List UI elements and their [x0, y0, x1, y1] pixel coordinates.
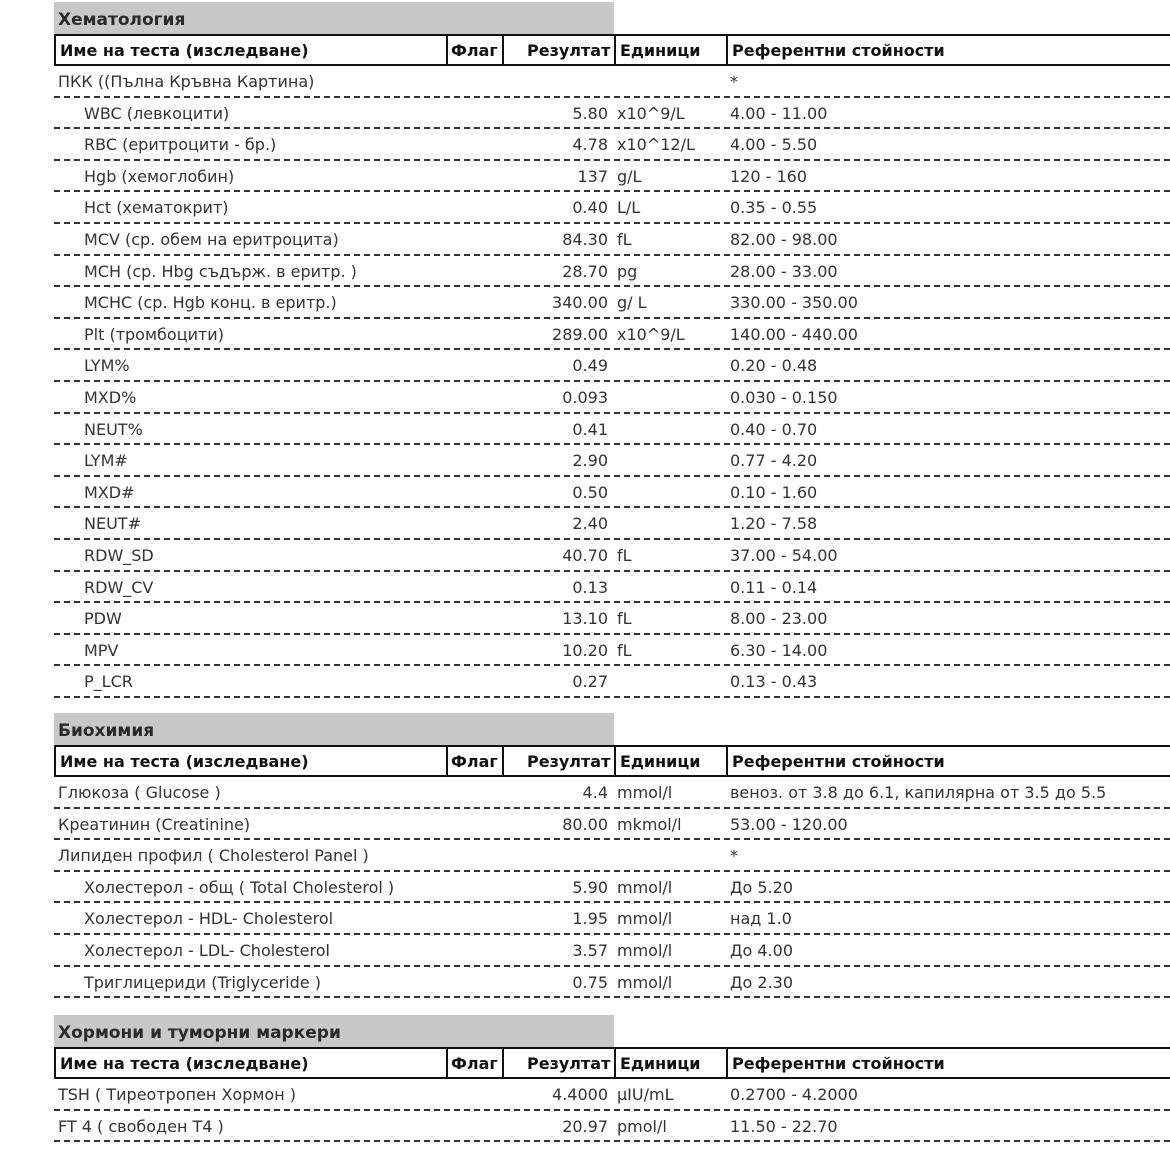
result-value: 4.78	[572, 135, 608, 155]
result-rows	[54, 66, 1170, 698]
unit-value: mmol/l	[617, 940, 673, 960]
table-header	[54, 745, 1170, 777]
divider	[726, 36, 728, 64]
result-value: 0.50	[572, 482, 608, 502]
reference-range: 11.50 - 22.70	[730, 1116, 838, 1136]
test-name: LYM%	[84, 356, 130, 376]
unit-value: fL	[617, 609, 632, 629]
result-rows	[54, 777, 1170, 998]
table-row	[54, 967, 1170, 999]
test-name: Холестерол - LDL- Cholesterol	[84, 940, 330, 960]
reference-range: 28.00 - 33.00	[730, 261, 838, 281]
test-name: TSH ( Тиреотропен Хормон )	[58, 1085, 297, 1104]
divider	[614, 747, 616, 775]
section-title: Хормони и туморни маркери	[54, 1015, 614, 1047]
section-title: Биохимия	[54, 713, 614, 745]
table-row	[54, 350, 1170, 382]
result-value: 137	[577, 166, 608, 186]
table-row	[54, 161, 1170, 193]
test-name: RDW_CV	[84, 577, 154, 597]
test-name: P_LCR	[84, 672, 133, 692]
test-name: MPV	[84, 640, 119, 660]
header-reference: Референтни стойности	[732, 752, 945, 771]
unit-value: mmol/l	[617, 909, 673, 929]
header-name: Име на теста (изследване)	[60, 41, 309, 60]
unit-value: pmol/l	[617, 1116, 667, 1136]
result-value: 0.41	[572, 419, 608, 439]
unit-value: fL	[617, 545, 632, 565]
test-name: NEUT%	[84, 419, 143, 439]
table-row	[54, 66, 1170, 98]
header-reference: Референтни стойности	[732, 41, 945, 60]
section-hormones	[54, 1015, 1170, 1142]
unit-value: mmol/l	[617, 972, 673, 992]
result-value: 13.10	[562, 609, 608, 629]
reference-range: веноз. от 3.8 до 6.1, капилярна от 3.5 до 5.5	[730, 783, 1107, 802]
table-row	[54, 508, 1170, 540]
header-name: Име на теста (изследване)	[60, 1054, 309, 1073]
test-name: RDW_SD	[84, 545, 154, 565]
table-row	[54, 256, 1170, 288]
table-row	[54, 935, 1170, 967]
result-value: 2.90	[572, 451, 608, 471]
unit-value: g/L	[617, 166, 642, 186]
reference-range: 1.20 - 7.58	[730, 514, 818, 534]
divider	[502, 1049, 504, 1077]
test-name: Креатинин (Creatinine)	[58, 814, 251, 834]
result-value: 0.13	[572, 577, 608, 597]
result-value: 0.093	[562, 387, 608, 407]
section-hematology	[54, 2, 1170, 698]
header-result: Резултат	[527, 752, 611, 771]
header-flag: Флаг	[451, 1054, 498, 1073]
table-row	[54, 1079, 1170, 1111]
result-value: 289.00	[552, 324, 608, 344]
divider	[726, 1049, 728, 1077]
test-name: Глюкоза ( Glucose )	[58, 783, 221, 802]
table-row	[54, 809, 1170, 841]
unit-value: x10^9/L	[617, 103, 685, 123]
test-name: MXD%	[84, 387, 137, 407]
result-value: 20.97	[562, 1116, 608, 1136]
table-row	[54, 98, 1170, 130]
section-biochemistry	[54, 713, 1170, 998]
reference-range: 120 - 160	[730, 166, 808, 186]
divider	[502, 36, 504, 64]
unit-value: µIU/mL	[617, 1085, 674, 1104]
result-value: 10.20	[562, 640, 608, 660]
reference-range: 6.30 - 14.00	[730, 640, 828, 660]
test-name: MCV (ср. обем на еритроцита)	[84, 229, 339, 249]
reference-range: 0.030 - 0.150	[730, 387, 838, 407]
reference-range: *	[730, 846, 738, 866]
result-value: 340.00	[552, 293, 608, 313]
result-value: 3.57	[572, 940, 608, 960]
reference-range: *	[730, 72, 738, 91]
reference-range: До 2.30	[730, 972, 793, 992]
result-value: 0.49	[572, 356, 608, 376]
test-name: Hct (хематокрит)	[84, 198, 229, 218]
unit-value: g/ L	[617, 293, 647, 313]
table-row	[54, 477, 1170, 509]
unit-value: L/L	[617, 198, 641, 218]
result-rows	[54, 1079, 1170, 1142]
test-name: Липиден профил ( Cholesterol Panel )	[58, 846, 369, 866]
table-row	[54, 1111, 1170, 1143]
table-row	[54, 287, 1170, 319]
reference-range: над 1.0	[730, 909, 792, 929]
reference-range: 4.00 - 5.50	[730, 135, 818, 155]
test-name: ПКК ((Пълна Кръвна Картина)	[58, 72, 315, 91]
reference-range: 0.2700 - 4.2000	[730, 1085, 858, 1104]
table-header	[54, 34, 1170, 66]
result-value: 5.90	[572, 877, 608, 897]
table-row	[54, 603, 1170, 635]
table-row	[54, 872, 1170, 904]
table-row	[54, 540, 1170, 572]
table-row	[54, 445, 1170, 477]
reference-range: 0.35 - 0.55	[730, 198, 818, 218]
table-row	[54, 635, 1170, 667]
test-name: WBC (левкоцити)	[84, 103, 230, 123]
result-value: 5.80	[572, 103, 608, 123]
table-row	[54, 572, 1170, 604]
unit-value: pg	[617, 261, 638, 281]
header-name: Име на теста (изследване)	[60, 752, 309, 771]
header-flag: Флаг	[451, 41, 498, 60]
reference-range: 8.00 - 23.00	[730, 609, 828, 629]
divider	[502, 747, 504, 775]
test-name: Холестерол - общ ( Total Cholesterol )	[84, 877, 395, 897]
table-row	[54, 840, 1170, 872]
unit-value: mmol/l	[617, 877, 673, 897]
test-name: LYM#	[84, 451, 128, 471]
result-value: 1.95	[572, 909, 608, 929]
result-value: 4.4000	[552, 1085, 608, 1104]
reference-range: 82.00 - 98.00	[730, 229, 838, 249]
table-row	[54, 903, 1170, 935]
reference-range: 330.00 - 350.00	[730, 293, 858, 313]
divider	[614, 1049, 616, 1077]
result-value: 84.30	[562, 229, 608, 249]
reference-range: 53.00 - 120.00	[730, 814, 848, 834]
test-name: Холестерол - HDL- Cholesterol	[84, 909, 334, 929]
header-flag: Флаг	[451, 752, 498, 771]
result-value: 4.4	[582, 783, 608, 802]
reference-range: 140.00 - 440.00	[730, 324, 858, 344]
unit-value: fL	[617, 640, 632, 660]
reference-range: 0.77 - 4.20	[730, 451, 818, 471]
table-row	[54, 414, 1170, 446]
reference-range: 0.11 - 0.14	[730, 577, 818, 597]
table-row	[54, 777, 1170, 809]
test-name: RBC (еритроцити - бр.)	[84, 135, 277, 155]
test-name: PDW	[84, 609, 122, 629]
header-units: Единици	[620, 41, 701, 60]
header-reference: Референтни стойности	[732, 1054, 945, 1073]
result-value: 40.70	[562, 545, 608, 565]
test-name: MCHC (ср. Hgb конц. в еритр.)	[84, 293, 337, 313]
unit-value: fL	[617, 229, 632, 249]
test-name: NEUT#	[84, 514, 141, 534]
unit-value: x10^12/L	[617, 135, 695, 155]
result-value: 0.40	[572, 198, 608, 218]
header-result: Резултат	[527, 1054, 611, 1073]
table-header	[54, 1047, 1170, 1079]
unit-value: mkmol/l	[617, 814, 682, 834]
header-units: Единици	[620, 752, 701, 771]
result-value: 2.40	[572, 514, 608, 534]
section-title: Хематология	[54, 2, 614, 34]
reference-range: 37.00 - 54.00	[730, 545, 838, 565]
reference-range: 0.10 - 1.60	[730, 482, 818, 502]
test-name: MXD#	[84, 482, 135, 502]
header-units: Единици	[620, 1054, 701, 1073]
reference-range: 4.00 - 11.00	[730, 103, 828, 123]
table-row	[54, 666, 1170, 698]
reference-range: До 4.00	[730, 940, 793, 960]
table-row	[54, 129, 1170, 161]
test-name: MCH (ср. Hbg съдърж. в еритр. )	[84, 261, 357, 281]
reference-range: 0.40 - 0.70	[730, 419, 818, 439]
table-row	[54, 382, 1170, 414]
divider	[446, 747, 448, 775]
test-name: FT 4 ( свободен T4 )	[58, 1116, 224, 1136]
reference-range: 0.13 - 0.43	[730, 672, 818, 692]
unit-value: mmol/l	[617, 783, 673, 802]
result-value: 80.00	[562, 814, 608, 834]
test-name: Plt (тромбоцити)	[84, 324, 224, 344]
divider	[446, 1049, 448, 1077]
unit-value: x10^9/L	[617, 324, 685, 344]
reference-range: До 5.20	[730, 877, 793, 897]
table-row	[54, 319, 1170, 351]
test-name: Hgb (хемоглобин)	[84, 166, 235, 186]
test-name: Триглицериди (Triglyceride )	[84, 972, 321, 992]
result-value: 0.75	[572, 972, 608, 992]
divider	[614, 36, 616, 64]
header-result: Резултат	[527, 41, 611, 60]
divider	[726, 747, 728, 775]
table-row	[54, 192, 1170, 224]
result-value: 28.70	[562, 261, 608, 281]
reference-range: 0.20 - 0.48	[730, 356, 818, 376]
result-value: 0.27	[572, 672, 608, 692]
divider	[446, 36, 448, 64]
table-row	[54, 224, 1170, 256]
